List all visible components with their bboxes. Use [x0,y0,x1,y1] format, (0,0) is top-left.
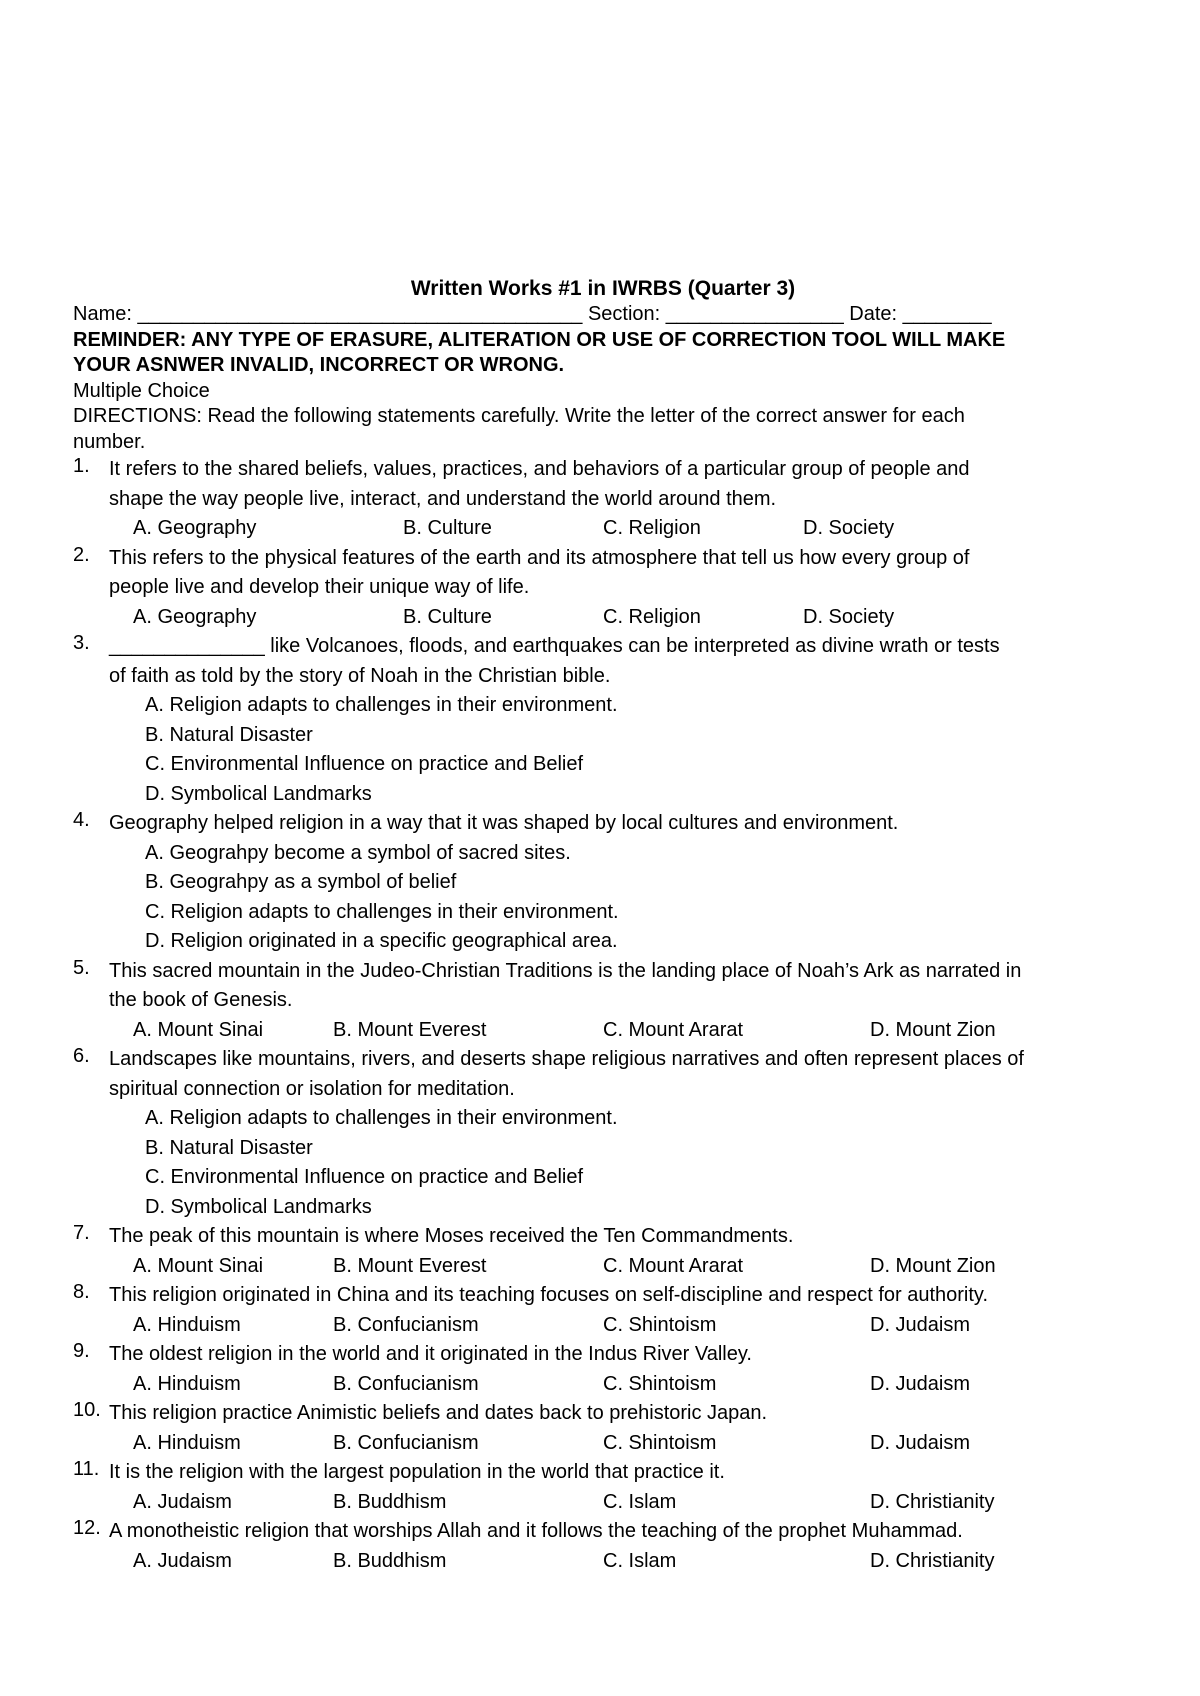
question-number: 1. [73,455,90,477]
question-text: the book of Genesis. [109,989,293,1011]
question-list [73,455,1133,1576]
answer-option: B. Confucianism [333,1431,479,1454]
question-number: 3. [73,632,90,654]
answer-option: C. Religion [603,517,701,539]
reminder-line-1: REMINDER: ANY TYPE OF ERASURE, ALITERATION OR USE OF CORRECTION TOOL WILL MAKE [73,328,1006,351]
answer-option: C. Islam [603,1490,677,1513]
answer-option: D. Society [803,517,895,539]
question-text: Geography helped religion in a way that it was shaped by local cultures and environment. [109,812,899,834]
name-section-date-line: Name: ________________________________________ Section: ________________ Date: ________ [73,303,992,325]
question-item [73,1517,1133,1576]
answer-option: D. Judaism [870,1372,971,1395]
answer-option: C. Shintoism [603,1431,717,1454]
answer-option: B. Mount Everest [333,1018,487,1041]
answer-option: D. Religion originated in a specific geographical area. [145,930,618,952]
answer-option: D. Mount Zion [870,1018,996,1041]
answer-option: C. Mount Ararat [603,1254,744,1277]
question-item [73,544,1133,633]
answer-option: D. Society [803,605,895,628]
answer-option: D. Judaism [870,1313,971,1336]
question-item [73,957,1133,1046]
question-number: 4. [73,809,90,831]
answer-option: C. Islam [603,1549,677,1572]
answer-option: B. Culture [403,605,492,628]
question-item [73,1281,1133,1340]
answer-option: B. Culture [403,517,492,539]
answer-option: B. Confucianism [333,1372,479,1395]
question-number: 9. [73,1340,90,1362]
answer-option: B. Buddhism [333,1549,447,1572]
answer-option: D. Christianity [870,1490,995,1513]
question-number: 2. [73,543,90,566]
worksheet-page [73,276,1133,1576]
answer-option: B. Confucianism [333,1313,479,1336]
question-number: 8. [73,1281,90,1303]
question-number: 7. [73,1222,90,1244]
question-number: 6. [73,1045,90,1067]
answer-option: D. Judaism [870,1431,971,1454]
answer-option: A. Geography [133,517,257,539]
question-text: A monotheistic religion that worships Allah and it follows the teaching of the prophet Muhammad. [109,1520,963,1542]
question-text: This religion originated in China and its teaching focuses on self-discipline and respect for authority. [109,1284,989,1306]
answer-option: A. Mount Sinai [133,1254,264,1277]
answer-option: C. Mount Ararat [603,1018,744,1041]
question-text: This refers to the physical features of the earth and its atmosphere that tell us how every group of [109,546,970,569]
answer-option: A. Religion adapts to challenges in their environment. [145,1107,618,1129]
question-item [73,632,1133,809]
answer-option: C. Religion adapts to challenges in their environment. [145,900,619,923]
answer-option: A. Hinduism [133,1313,241,1336]
question-text: It is the religion with the largest population in the world that practice it. [109,1461,725,1483]
question-item [73,1399,1133,1458]
question-text: spiritual connection or isolation for meditation. [109,1077,515,1100]
question-text: This sacred mountain in the Judeo-Christian Traditions is the landing place of Noah’s Ark as narrated in [109,959,1022,982]
question-item [73,809,1133,957]
question-text: The peak of this mountain is where Moses received the Ten Commandments. [109,1225,794,1247]
question-item [73,1340,1133,1399]
answer-option: A. Geograhpy become a symbol of sacred sites. [145,841,571,864]
question-item [73,1045,1133,1222]
answer-option: D. Mount Zion [870,1254,996,1277]
question-text: shape the way people live, interact, and understand the world around them. [109,487,777,510]
question-text: people live and develop their unique way of life. [109,576,530,598]
question-number: 11. [73,1458,100,1480]
directions-line-2: number. [73,430,146,453]
question-number: 12. [73,1517,101,1539]
answer-option: C. Religion [603,605,701,628]
worksheet-title: Written Works #1 in IWRBS (Quarter 3) [410,277,796,300]
question-text: It refers to the shared beliefs, values, practices, and behaviors of a particular group of people and [109,458,970,480]
question-item [73,1222,1133,1281]
directions-line-1: DIRECTIONS: Read the following statements carefully. Write the letter of the correct answer for each [73,405,965,427]
question-text: Landscapes like mountains, rivers, and deserts shape religious narratives and often represent places of [109,1048,1024,1070]
question-number: 5. [73,956,90,979]
answer-option: A. Religion adapts to challenges in their environment. [145,694,618,716]
answer-option: C. Shintoism [603,1313,717,1336]
question-text: of faith as told by the story of Noah in the Christian bible. [109,664,611,687]
answer-option: A. Mount Sinai [133,1018,264,1041]
answer-option: D. Christianity [870,1549,995,1572]
answer-option: B. Natural Disaster [145,1136,313,1159]
answer-option: C. Environmental Influence on practice and Belief [145,753,584,775]
answer-option: A. Judaism [133,1490,232,1513]
answer-option: C. Environmental Influence on practice and Belief [145,1166,584,1188]
question-item [73,1458,1133,1517]
question-text: This religion practice Animistic beliefs and dates back to prehistoric Japan. [109,1402,768,1424]
question-text: ______________ like Volcanoes, floods, and earthquakes can be interpreted as divine wrath or tests [109,635,1000,657]
answer-option: B. Natural Disaster [145,723,313,746]
question-text: The oldest religion in the world and it originated in the Indus River Valley. [109,1343,752,1365]
answer-option: A. Hinduism [133,1431,241,1454]
reminder-line-2: YOUR ASNWER INVALID, INCORRECT OR WRONG. [73,354,565,376]
answer-option: A. Hinduism [133,1372,241,1395]
answer-option: B. Buddhism [333,1490,447,1513]
answer-option: A. Geography [133,605,257,628]
answer-option: B. Geograhpy as a symbol of belief [145,871,457,893]
answer-option: D. Symbolical Landmarks [145,782,372,805]
question-number: 10. [73,1399,101,1421]
section-heading: Multiple Choice [73,379,210,402]
answer-option: C. Shintoism [603,1372,717,1395]
answer-option: D. Symbolical Landmarks [145,1195,372,1218]
answer-option: A. Judaism [133,1549,232,1572]
question-item [73,455,1133,544]
answer-option: B. Mount Everest [333,1254,487,1277]
